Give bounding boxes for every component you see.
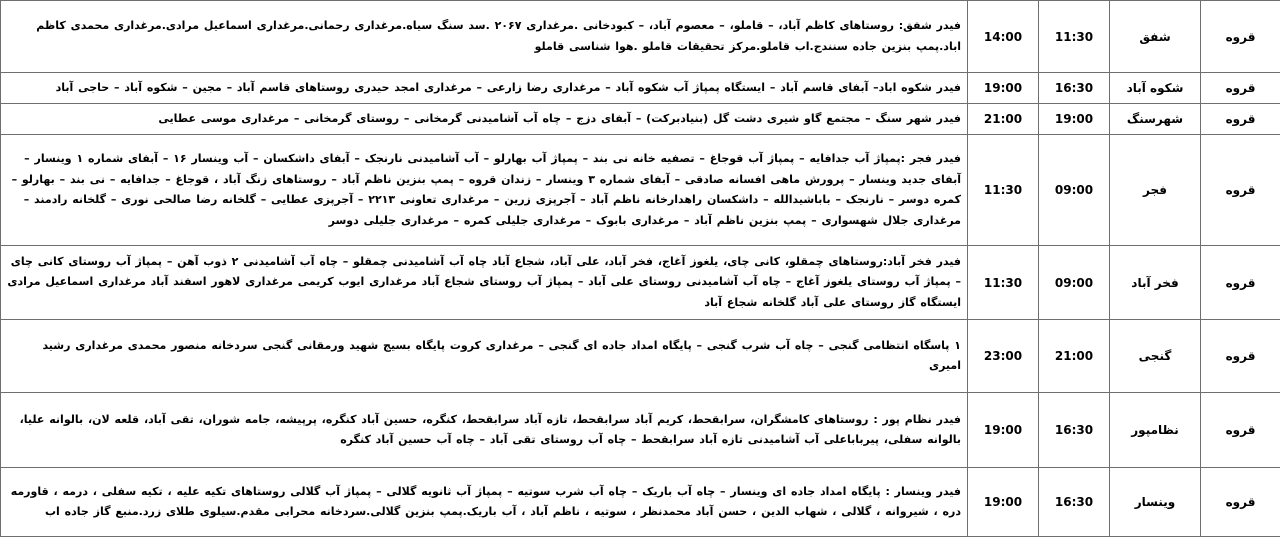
table-row — [1, 135, 1280, 246]
city-cell: قروه — [1201, 393, 1280, 468]
city-cell: قروه — [1201, 1, 1280, 73]
start-time-cell: 09:00 — [1039, 246, 1110, 320]
end-time-cell: 14:00 — [968, 1, 1039, 73]
feeder-cell: فخر آباد — [1110, 246, 1201, 320]
end-time-cell: 11:30 — [968, 246, 1039, 320]
feeder-cell: گنجی — [1110, 320, 1201, 393]
city-cell: قروه — [1201, 135, 1280, 246]
table-row — [1, 73, 1280, 104]
table-row — [1, 468, 1280, 537]
start-time-cell: 16:30 — [1039, 468, 1110, 537]
city-cell: قروه — [1201, 104, 1280, 135]
table-row — [1, 320, 1280, 393]
table-row — [1, 1, 1280, 73]
end-time-cell: 23:00 — [968, 320, 1039, 393]
start-time-cell: 11:30 — [1039, 1, 1110, 73]
affected-areas-cell: فیدر فجر :پمپاژ آب جدافایه – پمپاژ آب قوجاغ – تصفیه خانه نی بند – پمپاژ آب بهارلو – آب آشامیدنی نارنجک – آبفای داشکسان – آب وینسار ۱۶ – آبفای شماره ۱ وینسار – آبفای جدید وینسار – پرورش ماهی افسانه صادقی – آبفای شماره ۳ وینسار – زندان قروه – پمپ بنزین ناظم آباد – روستاهای زنگ آباد ، قوجاغ – جدافایه – نی بند – بهارلو – کمره دوسر – نارنجک – باباشیدالله – داشکسان راهدارخانه ناظم آباد – آجرپزی زرین – مرغداری تعاونی ۲۲۱۳ – آجرپزی عطایی – گلخانه رضا صالحی نوری – گلخانه رادمند – مرغداری جلال شهسواری – پمپ بنزین ناظم آباد – مرغداری بابوک – مرغداری جلیلی کمره – مرغداری جلیلی دوسر — [1, 135, 968, 246]
affected-areas-cell: فیدر شهر سنگ – مجتمع گاو شیری دشت گل (بنیادبرکت) – آبفای دزج – چاه آب آشامیدنی گرمخانی – روستای گرمخانی – مرغداری موسی عطایی — [1, 104, 968, 135]
city-cell: قروه — [1201, 320, 1280, 393]
start-time-cell: 16:30 — [1039, 393, 1110, 468]
city-cell: قروه — [1201, 246, 1280, 320]
start-time-cell: 21:00 — [1039, 320, 1110, 393]
feeder-cell: شفق — [1110, 1, 1201, 73]
feeder-cell: وینسار — [1110, 468, 1201, 537]
start-time-cell: 09:00 — [1039, 135, 1110, 246]
affected-areas-cell: فیدر فخر آباد:روستاهای چمقلو، کانی چای، یلغوز آغاج، فخر آباد، علی آباد، شجاع آباد چاه آب آشامیدنی چمقلو – چاه آب آشامیدنی ۲ ذوب آهن – پمپاژ آب روستای کانی چای – پمپاژ آب روستای یلغوز آغاج – چاه آب آشامیدنی روستای علی آباد – پمپاژ آب روستای شجاع آباد مرغداری ایوب کریمی مرغداری لاهور اسفند آباد مرغداری اسماعیل مرادی ایستگاه گاز روستای علی آباد گلخانه شجاع آباد — [1, 246, 968, 320]
affected-areas-cell: فیدر شفق: روستاهای کاظم آباد، – قاملو، – معصوم آباد، – کبودخانی .مرغداری ۲۰۶۷ .سد سنگ سیاه.مرغداری رحمانی.مرغداری اسماعیل مرادی.مرغداری محمدی کاظم اباد.پمپ بنزین جاده سنندج.اب قاملو.مرکز تحقیقات قاملو .هوا شناسی قاملو — [1, 1, 968, 73]
feeder-cell: شکوه آباد — [1110, 73, 1201, 104]
feeder-cell: فجر — [1110, 135, 1201, 246]
affected-areas-cell: ۱ پاسگاه انتظامی گنجی – چاه آب شرب گنجی – پایگاه امداد جاده ای گنجی – مرغداری کروت پایگاه بسیج شهید ورمقانی گنجی سردخانه منصور محمدی مرغداری رشید امیری — [1, 320, 968, 393]
end-time-cell: 19:00 — [968, 468, 1039, 537]
start-time-cell: 16:30 — [1039, 73, 1110, 104]
end-time-cell: 21:00 — [968, 104, 1039, 135]
end-time-cell: 19:00 — [968, 393, 1039, 468]
affected-areas-cell: فیدر وینسار : پایگاه امداد جاده ای وینسار – چاه آب باریک – چاه آب شرب سوتیه – پمپاژ آب ثانویه گلالی – پمپاژ آب گلالی روستاهای تکیه علیه ، تکیه سفلی ، درمه ، قاورمه دره ، شیروانه ، گلالی ، شهاب الدین ، حسن آباد محمدنظر ، سوتیه ، ناظم آباد ، آب باریک.پمپ بنزین گلالی.سردخانه محرابی مقدم.سیلوی طلای زرد.منبع گاز جاده اب — [1, 468, 968, 537]
city-cell: قروه — [1201, 468, 1280, 537]
end-time-cell: 11:30 — [968, 135, 1039, 246]
feeder-cell: شهرسنگ — [1110, 104, 1201, 135]
feeder-cell: نظامپور — [1110, 393, 1201, 468]
table-row — [1, 393, 1280, 468]
table-row — [1, 246, 1280, 320]
affected-areas-cell: فیدر شکوه اباد– آبفای قاسم آباد – ایستگاه پمپاژ آب شکوه آباد – مرغداری رضا زارعی – مرغداری امجد حیدری روستاهای قاسم آباد – مجین – شکوه آباد – حاجی آباد — [1, 73, 968, 104]
affected-areas-cell: فیدر نظام پور : روستاهای کامشگران، سرابقحط، کریم آباد سرابقحط، تازه آباد سرابقحط، کنگره، حسین آباد کنگره، پرپیشه، جامه شوران، تقی آباد، قلعه لان، بالوانه علیا، بالوانه سفلی، پیربابا‌علی آب آشامیدنی تازه آباد سرابقحط – چاه آب روستای تقی آباد – چاه آب حسین آباد کنگره — [1, 393, 968, 468]
start-time-cell: 19:00 — [1039, 104, 1110, 135]
end-time-cell: 19:00 — [968, 73, 1039, 104]
table-row — [1, 104, 1280, 135]
city-cell: قروه — [1201, 73, 1280, 104]
